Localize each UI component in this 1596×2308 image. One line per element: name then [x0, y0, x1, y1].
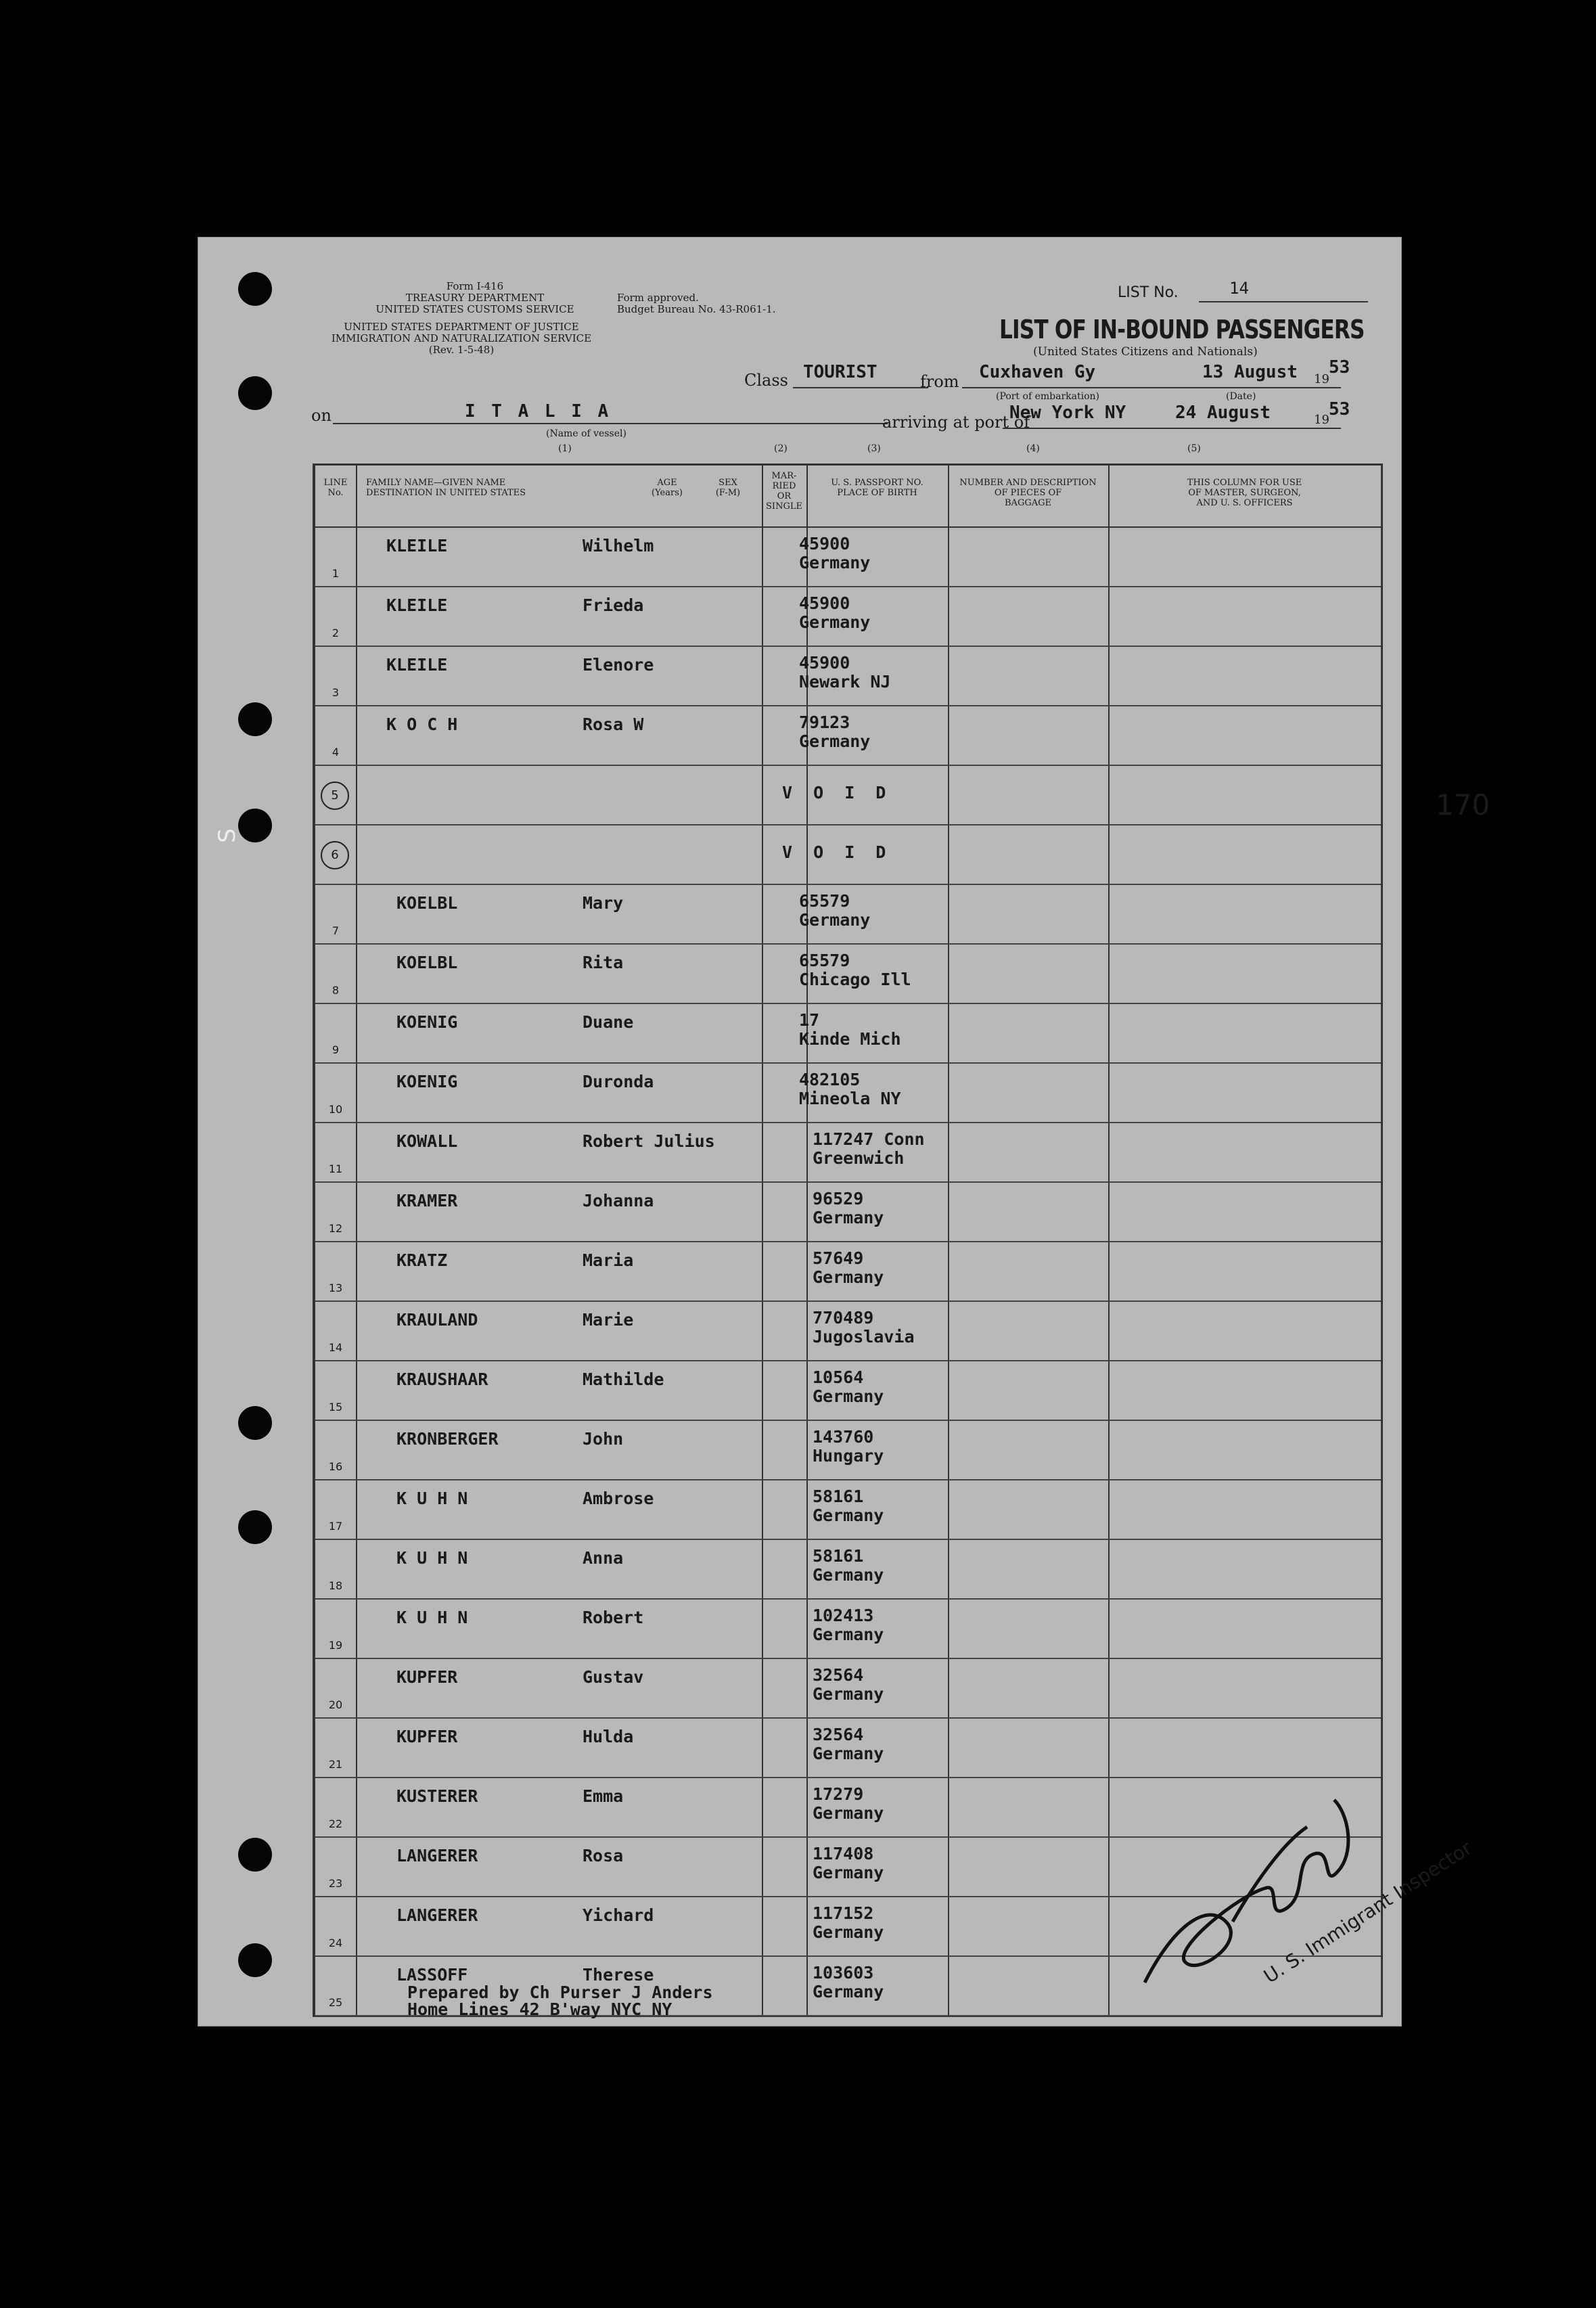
line-number: 25: [328, 1996, 343, 2009]
vessel-underline: [333, 423, 888, 424]
passport-number: 65579: [799, 891, 850, 911]
table-row: [315, 705, 1381, 766]
line-number: 20: [328, 1698, 343, 1711]
approval-block: Form approved. Budget Bureau No. 43-R061-1.: [617, 292, 776, 315]
line-number: 8: [332, 984, 340, 997]
column-number-5: (5): [1187, 443, 1201, 454]
family-name: KRAMER: [396, 1191, 458, 1210]
given-name: Ambrose: [583, 1489, 654, 1508]
page-subtitle: (United States Citizens and Nationals): [1033, 345, 1258, 359]
passport-number: 58161: [813, 1546, 864, 1566]
place-of-birth: Germany: [799, 731, 871, 751]
header-married: MAR- RIED OR SINGLE: [766, 471, 802, 512]
table-row: [315, 765, 1381, 825]
family-name: K U H N: [396, 1548, 468, 1568]
line-number: 22: [328, 1817, 343, 1830]
binder-hole: [238, 376, 272, 410]
header-baggage: NUMBER AND DESCRIPTION OF PIECES OF BAGGAGE: [959, 478, 1097, 508]
line-number: 10: [328, 1103, 343, 1116]
arrival-date: 24 August: [1175, 403, 1271, 423]
passport-number: V O I D: [782, 842, 892, 862]
table-row: [315, 1300, 1381, 1361]
table-row: [315, 1062, 1381, 1123]
given-name: Rita: [583, 953, 624, 972]
family-name: KOWALL: [396, 1131, 458, 1151]
margin-note: S: [213, 828, 241, 843]
passport-number: 32564: [813, 1665, 864, 1685]
place-of-birth: Greenwich: [813, 1148, 905, 1168]
line-number: 19: [328, 1639, 343, 1652]
table-row: [315, 884, 1381, 945]
line-number: 12: [328, 1222, 343, 1235]
passport-number: 57649: [813, 1248, 864, 1268]
line-number: 1: [332, 567, 340, 580]
line-number: 24: [328, 1937, 343, 1949]
passport-number: 103603: [813, 1963, 874, 1983]
family-name: KOENIG: [396, 1072, 458, 1091]
arrival-underline: [1003, 428, 1341, 429]
passport-number: 117408: [813, 1844, 874, 1863]
place-of-birth: Germany: [813, 1506, 884, 1525]
line-number: 14: [328, 1341, 343, 1354]
passport-number: 770489: [813, 1308, 874, 1328]
family-name: KLEILE: [386, 595, 448, 615]
line-number: 21: [328, 1758, 343, 1771]
passport-number: 17279: [813, 1784, 864, 1804]
header-name: FAMILY NAME—GIVEN NAME DESTINATION IN UNITED STATES: [366, 478, 526, 498]
class-label: Class: [744, 371, 788, 390]
place-of-birth: Jugoslavia: [813, 1327, 915, 1347]
list-no-label: LIST No.: [1118, 284, 1179, 301]
given-name: Yichard: [583, 1905, 654, 1925]
from-underline: [962, 387, 1341, 388]
line-number: 6: [321, 841, 349, 869]
given-name: Wilhelm: [583, 536, 654, 556]
table-row: [315, 1241, 1381, 1302]
place-of-birth: Germany: [813, 1744, 884, 1763]
manifest-page: [198, 237, 1490, 2027]
line-number: 9: [332, 1043, 340, 1056]
header-line-no: LINE No.: [323, 478, 348, 498]
passport-number: 117247 Conn: [813, 1129, 925, 1149]
line-number: 7: [332, 924, 340, 937]
family-name: LANGERER: [396, 1905, 478, 1925]
place-of-birth: Germany: [813, 1982, 884, 2001]
line-number: 23: [328, 1877, 343, 1890]
tally-count: 170: [1436, 788, 1490, 821]
place-of-birth: Germany: [813, 1386, 884, 1406]
family-name: KRONBERGER: [396, 1429, 499, 1449]
family-name: LASSOFF: [396, 1965, 468, 1985]
given-name: Robert Julius: [583, 1131, 715, 1151]
passport-number: V O I D: [782, 783, 892, 802]
given-name: Emma: [583, 1786, 624, 1806]
page-title: LIST OF IN-BOUND PASSENGERS: [999, 315, 1365, 344]
family-name: K O C H: [386, 715, 458, 734]
table-row: [315, 1539, 1381, 1600]
departure-date: 13 August: [1202, 362, 1298, 382]
family-name: KUPFER: [396, 1667, 458, 1687]
family-name: K U H N: [396, 1608, 468, 1627]
year-prefix: 19: [1314, 372, 1329, 386]
date-caption: (Date): [1226, 391, 1256, 402]
place-of-birth: Germany: [813, 1684, 884, 1704]
table-row: [315, 1122, 1381, 1183]
place-of-birth: Mineola NY: [799, 1089, 901, 1108]
given-name: Frieda: [583, 595, 644, 615]
table-row: [315, 1003, 1381, 1064]
column-number-1: (1): [558, 443, 572, 454]
prepared-by: Prepared by Ch Purser J Anders: [407, 1983, 713, 2002]
passport-number: 143760: [813, 1427, 874, 1447]
port-caption: (Port of embarkation): [996, 391, 1099, 402]
line-number: 18: [328, 1579, 343, 1592]
line-number: 16: [328, 1460, 343, 1473]
header-sex: SEX (F-M): [715, 478, 741, 498]
line-number: 3: [332, 686, 340, 699]
form-block: Form I-416 TREASURY DEPARTMENT UNITED STATES CUSTOMS SERVICE: [375, 280, 574, 315]
table-row: [315, 646, 1381, 706]
family-name: KLEILE: [386, 655, 448, 675]
passport-number: 45900: [799, 593, 850, 613]
from-label: from: [920, 372, 959, 391]
passport-number: 10564: [813, 1367, 864, 1387]
place-of-birth: Hungary: [813, 1446, 884, 1466]
table-row: [315, 1181, 1381, 1242]
table-row: [315, 1420, 1381, 1480]
place-of-birth: Germany: [799, 612, 871, 632]
arrival-port: New York NY: [1009, 403, 1126, 423]
header-passport: U. S. PASSPORT NO. PLACE OF BIRTH: [831, 478, 924, 498]
passport-number: 79123: [799, 712, 850, 732]
column-number-3: (3): [867, 443, 881, 454]
table-row: [315, 1360, 1381, 1421]
on-label: on: [311, 406, 332, 425]
passport-number: 117152: [813, 1903, 874, 1923]
family-name: KRATZ: [396, 1250, 448, 1270]
passport-number: 45900: [799, 653, 850, 673]
vessel-name: I T A L I A: [465, 401, 612, 422]
passport-number: 32564: [813, 1725, 864, 1744]
table-row: [315, 824, 1381, 885]
inspector-label: U. S. Immigrant Inspector: [1260, 1836, 1476, 1988]
class-underline: [793, 387, 928, 388]
given-name: Johanna: [583, 1191, 654, 1210]
place-of-birth: Newark NJ: [799, 672, 891, 692]
place-of-birth: Germany: [813, 1922, 884, 1942]
given-name: Robert: [583, 1608, 644, 1627]
given-name: Rosa: [583, 1846, 624, 1865]
given-name: Maria: [583, 1250, 634, 1270]
place-of-birth: Germany: [799, 910, 871, 930]
place-of-birth: Germany: [799, 553, 871, 572]
place-of-birth: Chicago Ill: [799, 970, 911, 989]
given-name: Anna: [583, 1548, 624, 1568]
binder-hole: [238, 1510, 272, 1544]
passport-number: 102413: [813, 1606, 874, 1625]
list-no-underline: [1199, 301, 1368, 302]
family-name: K U H N: [396, 1489, 468, 1508]
binder-hole: [238, 702, 272, 736]
family-name: KRAULAND: [396, 1310, 478, 1330]
column-number-2: (2): [774, 443, 788, 454]
from-value: Cuxhaven Gy: [979, 362, 1096, 382]
place-of-birth: Germany: [813, 1208, 884, 1227]
family-name: KOELBL: [396, 953, 458, 972]
given-name: Therese: [583, 1965, 654, 1985]
passport-number: 96529: [813, 1189, 864, 1208]
binder-hole: [238, 1838, 272, 1872]
table-row: [315, 1479, 1381, 1540]
table-row: [315, 526, 1381, 587]
binder-hole: [238, 1406, 272, 1440]
year-value: 53: [1329, 357, 1350, 378]
binder-hole: [238, 1943, 272, 1977]
place-of-birth: Germany: [813, 1625, 884, 1644]
line-number: 5: [321, 782, 349, 810]
family-name: KUSTERER: [396, 1786, 478, 1806]
list-no-value: 14: [1229, 279, 1249, 298]
family-name: KUPFER: [396, 1727, 458, 1746]
header-officers: THIS COLUMN FOR USE OF MASTER, SURGEON, AND U. S. OFFICERS: [1187, 478, 1302, 508]
passport-number: 45900: [799, 534, 850, 553]
inspector-signature: [1131, 1759, 1375, 2003]
place-of-birth: Germany: [813, 1863, 884, 1882]
header-age: AGE (Years): [652, 478, 683, 498]
place-of-birth: Germany: [813, 1267, 884, 1287]
given-name: Mary: [583, 893, 624, 913]
given-name: Rosa W: [583, 715, 644, 734]
table-row: [315, 1658, 1381, 1719]
passport-number: 65579: [799, 951, 850, 970]
passport-number: 17: [799, 1010, 820, 1030]
given-name: Marie: [583, 1310, 634, 1330]
family-name: KOENIG: [396, 1012, 458, 1032]
given-name: Mathilde: [583, 1370, 664, 1389]
line-number: 2: [332, 627, 340, 639]
line-number: 13: [328, 1282, 343, 1294]
line-number: 15: [328, 1401, 343, 1413]
arrival-year-prefix: 19: [1314, 413, 1329, 427]
column-number-4: (4): [1026, 443, 1040, 454]
family-name: KOELBL: [396, 893, 458, 913]
binder-hole: [238, 272, 272, 306]
given-name: John: [583, 1429, 624, 1449]
department-block: UNITED STATES DEPARTMENT OF JUSTICE IMMIGRATION AND NATURALIZATION SERVICE (Rev. 1-5-48): [331, 321, 592, 356]
given-name: Duronda: [583, 1072, 654, 1091]
family-name: KLEILE: [386, 536, 448, 556]
place-of-birth: Germany: [813, 1803, 884, 1823]
given-name: Duane: [583, 1012, 634, 1032]
given-name: Elenore: [583, 655, 654, 675]
table-header: [315, 466, 1381, 528]
line-number: 4: [332, 746, 340, 759]
family-name: KRAUSHAAR: [396, 1370, 488, 1389]
given-name: Gustav: [583, 1667, 644, 1687]
line-number: 17: [328, 1520, 343, 1533]
line-number: 11: [328, 1162, 343, 1175]
arriving-label: arriving at port of: [882, 413, 1030, 432]
place-of-birth: Kinde Mich: [799, 1029, 901, 1049]
prepared-address: Home Lines 42 B'way NYC NY: [407, 1999, 672, 2019]
arrival-year: 53: [1329, 399, 1350, 420]
table-row: [315, 943, 1381, 1004]
given-name: Hulda: [583, 1727, 634, 1746]
passport-number: 482105: [799, 1070, 861, 1089]
class-value: TOURIST: [803, 362, 877, 382]
table-row: [315, 1598, 1381, 1659]
vessel-caption: (Name of vessel): [546, 428, 626, 439]
place-of-birth: Germany: [813, 1565, 884, 1585]
family-name: LANGERER: [396, 1846, 478, 1865]
table-row: [315, 586, 1381, 647]
passport-number: 58161: [813, 1487, 864, 1506]
binder-hole: [238, 809, 272, 842]
